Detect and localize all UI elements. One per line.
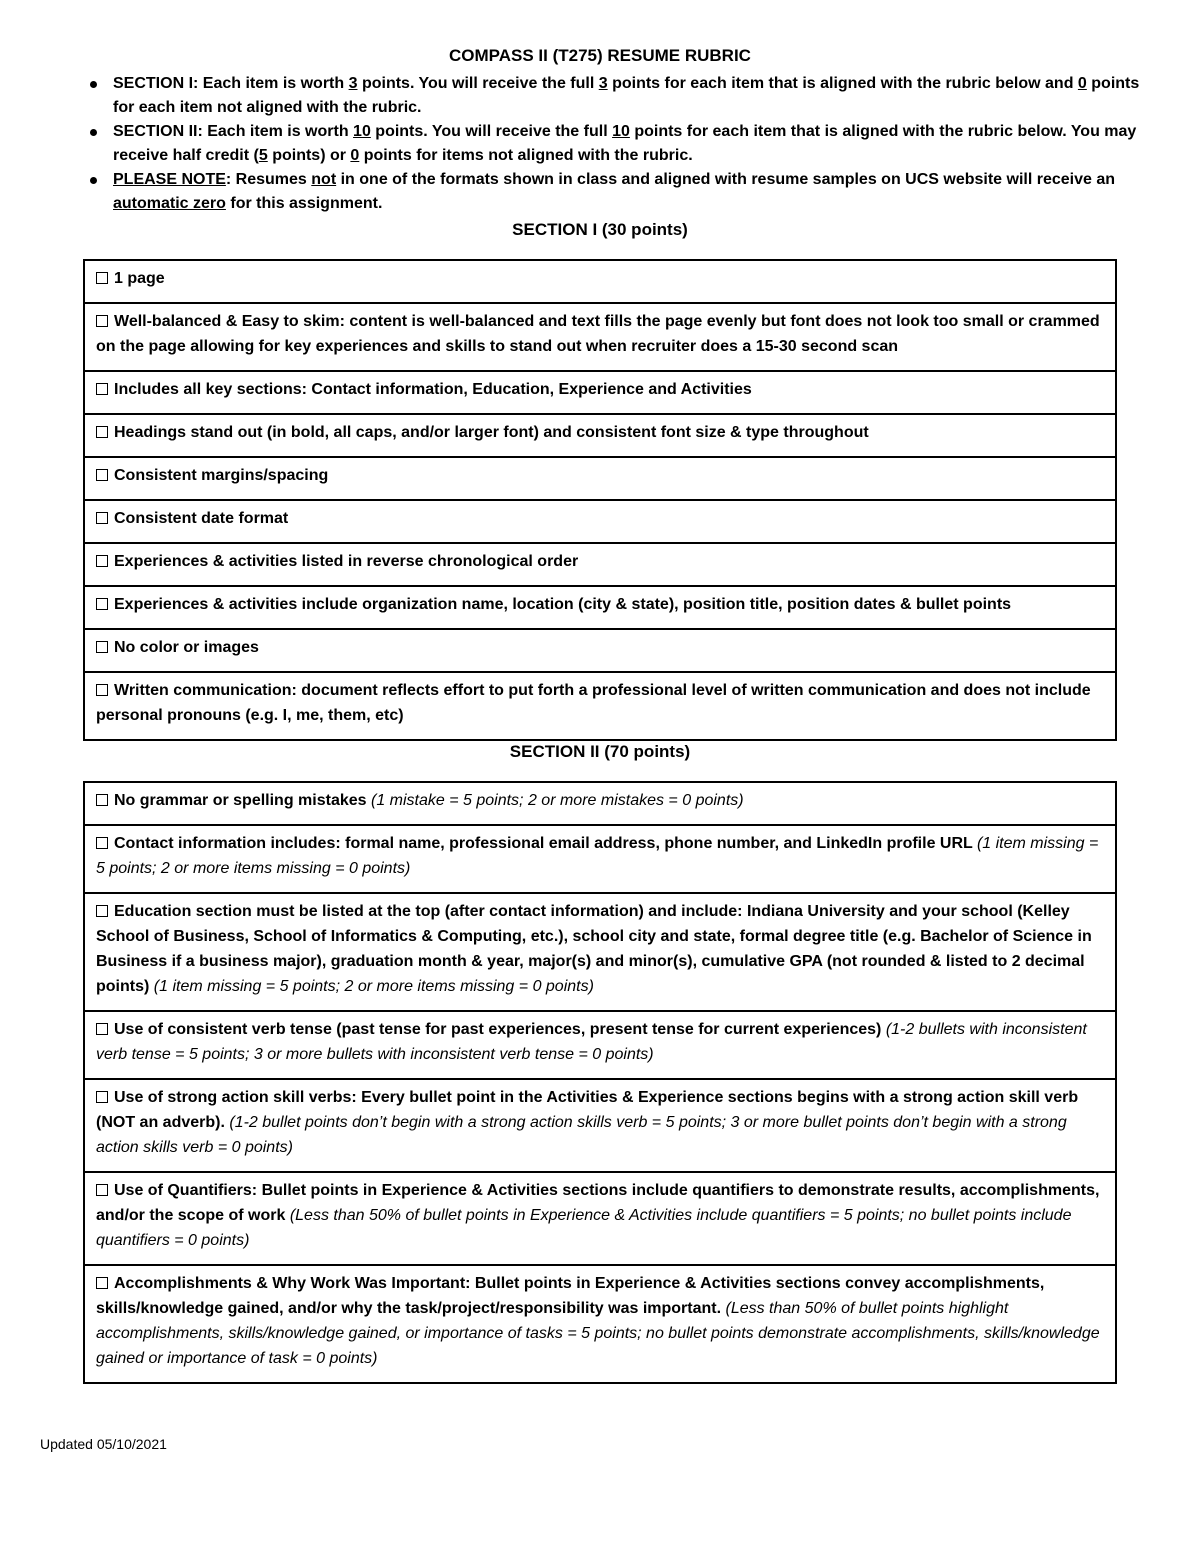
rubric-item-text: Experiences & activities include organization name, location (city & state), position title, position dates & bullet points bbox=[114, 596, 1012, 613]
checkbox-icon[interactable] bbox=[96, 1277, 108, 1289]
rubric-item bbox=[84, 1079, 1116, 1172]
bullet-icon bbox=[90, 129, 97, 136]
text: for this assignment. bbox=[225, 195, 383, 212]
text: points for each item that is aligned with the rubric below and bbox=[607, 75, 1078, 92]
text: points. You will receive the full bbox=[370, 123, 613, 140]
rubric-item bbox=[84, 260, 1116, 303]
underlined-text: 0 bbox=[1077, 75, 1087, 92]
rubric-item-text: Written communication: document reflects effort to put forth a professional level of written communication and does not include personal pronouns (e.g. I, me, them, etc) bbox=[96, 682, 1091, 724]
rubric-row bbox=[84, 371, 1116, 414]
underlined-text: 3 bbox=[348, 75, 358, 92]
instructions-list bbox=[90, 72, 1160, 216]
rubric-row bbox=[84, 629, 1116, 672]
underlined-text: 3 bbox=[598, 75, 608, 92]
rubric-item bbox=[84, 629, 1116, 672]
checkbox-icon[interactable] bbox=[96, 555, 108, 567]
scoring-note: (1 mistake = 5 points; 2 or more mistakes = 0 points) bbox=[370, 792, 744, 809]
rubric-item bbox=[84, 825, 1116, 893]
section-2-heading: SECTION II (70 points) bbox=[509, 742, 691, 761]
underlined-text: 0 bbox=[350, 147, 360, 164]
underlined-text: not bbox=[311, 171, 337, 188]
rubric-item-text: Consistent date format bbox=[114, 510, 289, 527]
text: points for each item that is aligned with the rubric below. You may receive half credit ( bbox=[113, 123, 1137, 164]
rubric-item-text: No grammar or spelling mistakes bbox=[114, 792, 371, 809]
rubric-item bbox=[84, 782, 1116, 825]
scoring-note: (1 item missing = 5 points; 2 or more items missing = 0 points) bbox=[96, 835, 1099, 877]
scoring-note: (1-2 bullets with inconsistent verb tense = 5 points; 3 or more bullets with inconsistent verb tense = 0 points) bbox=[96, 1021, 1087, 1063]
text: in one of the formats shown in class and aligned with resume samples on UCS website will receive an bbox=[336, 171, 1116, 188]
text: points) or bbox=[267, 147, 351, 164]
text: : Resumes bbox=[225, 171, 312, 188]
section-2-table bbox=[83, 781, 1117, 1384]
checkbox-icon[interactable] bbox=[96, 1023, 108, 1035]
scoring-note: (1 item missing = 5 points; 2 or more items missing = 0 points) bbox=[153, 978, 594, 995]
rubric-item bbox=[84, 893, 1116, 1011]
rubric-item-text: Education section must be listed at the top (after contact information) and include: Indiana University and your school (Kelley School of Business, School of Informatics & Computing, etc.), school city and state, formal degree title (e.g. Bachelor of Science in Business if a business major), graduation month & year, major(s) and minor(s), cumulative GPA (not rounded & listed to 2 decimal points) bbox=[96, 903, 1092, 995]
instruction-please-note bbox=[90, 168, 1160, 216]
text: points. You will receive the full bbox=[357, 75, 599, 92]
rubric-item-text: Headings stand out (in bold, all caps, and/or larger font) and consistent font size & type throughout bbox=[114, 424, 869, 441]
rubric-item-text: Consistent margins/spacing bbox=[114, 467, 329, 484]
rubric-item bbox=[84, 543, 1116, 586]
rubric-row bbox=[84, 414, 1116, 457]
rubric-row bbox=[84, 1172, 1116, 1265]
scoring-note: (1-2 bullet points don’t begin with a strong action skills verb = 5 points; 3 or more bullet points don’t begin with a strong action skills verb = 0 points) bbox=[96, 1114, 1067, 1156]
updated-date: Updated 05/10/2021 bbox=[40, 1436, 167, 1452]
underlined-text: PLEASE NOTE bbox=[113, 171, 226, 188]
instruction-section-2 bbox=[90, 120, 1160, 168]
rubric-row bbox=[84, 1265, 1116, 1383]
checkbox-icon[interactable] bbox=[96, 1091, 108, 1103]
bullet-icon bbox=[90, 177, 97, 184]
rubric-row bbox=[84, 672, 1116, 740]
checkbox-icon[interactable] bbox=[96, 794, 108, 806]
checkbox-icon[interactable] bbox=[96, 272, 108, 284]
bullet-icon bbox=[90, 81, 97, 88]
rubric-item-text: Contact information includes: formal name, professional email address, phone number, and LinkedIn profile URL bbox=[114, 835, 977, 852]
underlined-text: 10 bbox=[612, 123, 630, 140]
rubric-item bbox=[84, 672, 1116, 740]
scoring-note: (Less than 50% of bullet points highlight accomplishments, skills/knowledge gained, or importance of tasks = 5 points; no bullet points demonstrate accomplishments, skills/knowledge gained or importance of task = 0 points) bbox=[96, 1300, 1100, 1367]
rubric-item-text: Use of strong action skill verbs: Every bullet point in the Activities & Experience sections begins with a strong action skill verb (NOT an adverb). bbox=[96, 1089, 1079, 1131]
checkbox-icon[interactable] bbox=[96, 905, 108, 917]
rubric-row bbox=[84, 457, 1116, 500]
rubric-item bbox=[84, 457, 1116, 500]
text: SECTION I: Each item is worth bbox=[113, 75, 349, 92]
checkbox-icon[interactable] bbox=[96, 1184, 108, 1196]
section-1-table bbox=[83, 259, 1117, 741]
rubric-item bbox=[84, 500, 1116, 543]
rubric-row bbox=[84, 260, 1116, 303]
text: points for each item not aligned with the rubric. bbox=[113, 75, 1140, 116]
rubric-item bbox=[84, 414, 1116, 457]
rubric-row bbox=[84, 825, 1116, 893]
section-1-heading: SECTION I (30 points) bbox=[512, 220, 688, 239]
rubric-row bbox=[84, 893, 1116, 1011]
checkbox-icon[interactable] bbox=[96, 598, 108, 610]
checkbox-icon[interactable] bbox=[96, 426, 108, 438]
text: SECTION II: Each item is worth bbox=[113, 123, 354, 140]
rubric-row bbox=[84, 303, 1116, 371]
rubric-item bbox=[84, 1265, 1116, 1383]
underlined-text: 10 bbox=[353, 123, 371, 140]
checkbox-icon[interactable] bbox=[96, 512, 108, 524]
rubric-item bbox=[84, 371, 1116, 414]
rubric-row bbox=[84, 1079, 1116, 1172]
rubric-item-text: Includes all key sections: Contact information, Education, Experience and Activities bbox=[114, 381, 752, 398]
rubric-item-text: Experiences & activities listed in reverse chronological order bbox=[114, 553, 579, 570]
rubric-item bbox=[84, 1011, 1116, 1079]
rubric-item-text: Accomplishments & Why Work Was Important: Bullet points in Experience & Activities sections convey accomplishments, skills/knowledge gained, and/or why the task/project/responsibility was important. bbox=[96, 1275, 1045, 1317]
rubric-item-text: 1 page bbox=[114, 270, 165, 287]
checkbox-icon[interactable] bbox=[96, 383, 108, 395]
text: points for items not aligned with the rubric. bbox=[359, 147, 693, 164]
checkbox-icon[interactable] bbox=[96, 684, 108, 696]
scoring-note: (Less than 50% of bullet points in Experience & Activities include quantifiers = 5 points; no bullet points include quantifiers = 0 points) bbox=[96, 1207, 1072, 1249]
rubric-row bbox=[84, 500, 1116, 543]
checkbox-icon[interactable] bbox=[96, 641, 108, 653]
checkbox-icon[interactable] bbox=[96, 837, 108, 849]
underlined-text: 5 bbox=[258, 147, 268, 164]
rubric-item-text: Use of consistent verb tense (past tense for past experiences, present tense for current experiences) bbox=[114, 1021, 886, 1038]
rubric-item-text: No color or images bbox=[114, 639, 259, 656]
document-title: COMPASS II (T275) RESUME RUBRIC bbox=[449, 46, 751, 65]
rubric-item bbox=[84, 1172, 1116, 1265]
rubric-row bbox=[84, 586, 1116, 629]
rubric-row bbox=[84, 543, 1116, 586]
rubric-row bbox=[84, 1011, 1116, 1079]
rubric-item bbox=[84, 303, 1116, 371]
checkbox-icon[interactable] bbox=[96, 469, 108, 481]
rubric-item-text: Well-balanced & Easy to skim: content is well-balanced and text fills the page evenly but font does not look too small or crammed on the page allowing for key experiences and skills to stand out when recruiter does a 15-30 second scan bbox=[96, 313, 1100, 355]
checkbox-icon[interactable] bbox=[96, 315, 108, 327]
rubric-item bbox=[84, 586, 1116, 629]
underlined-text: automatic zero bbox=[113, 195, 226, 212]
rubric-item-text: Use of Quantifiers: Bullet points in Experience & Activities sections include quantifiers to demonstrate results, accomplishments, and/or the scope of work bbox=[96, 1182, 1100, 1224]
rubric-row bbox=[84, 782, 1116, 825]
instruction-section-1 bbox=[90, 72, 1160, 120]
